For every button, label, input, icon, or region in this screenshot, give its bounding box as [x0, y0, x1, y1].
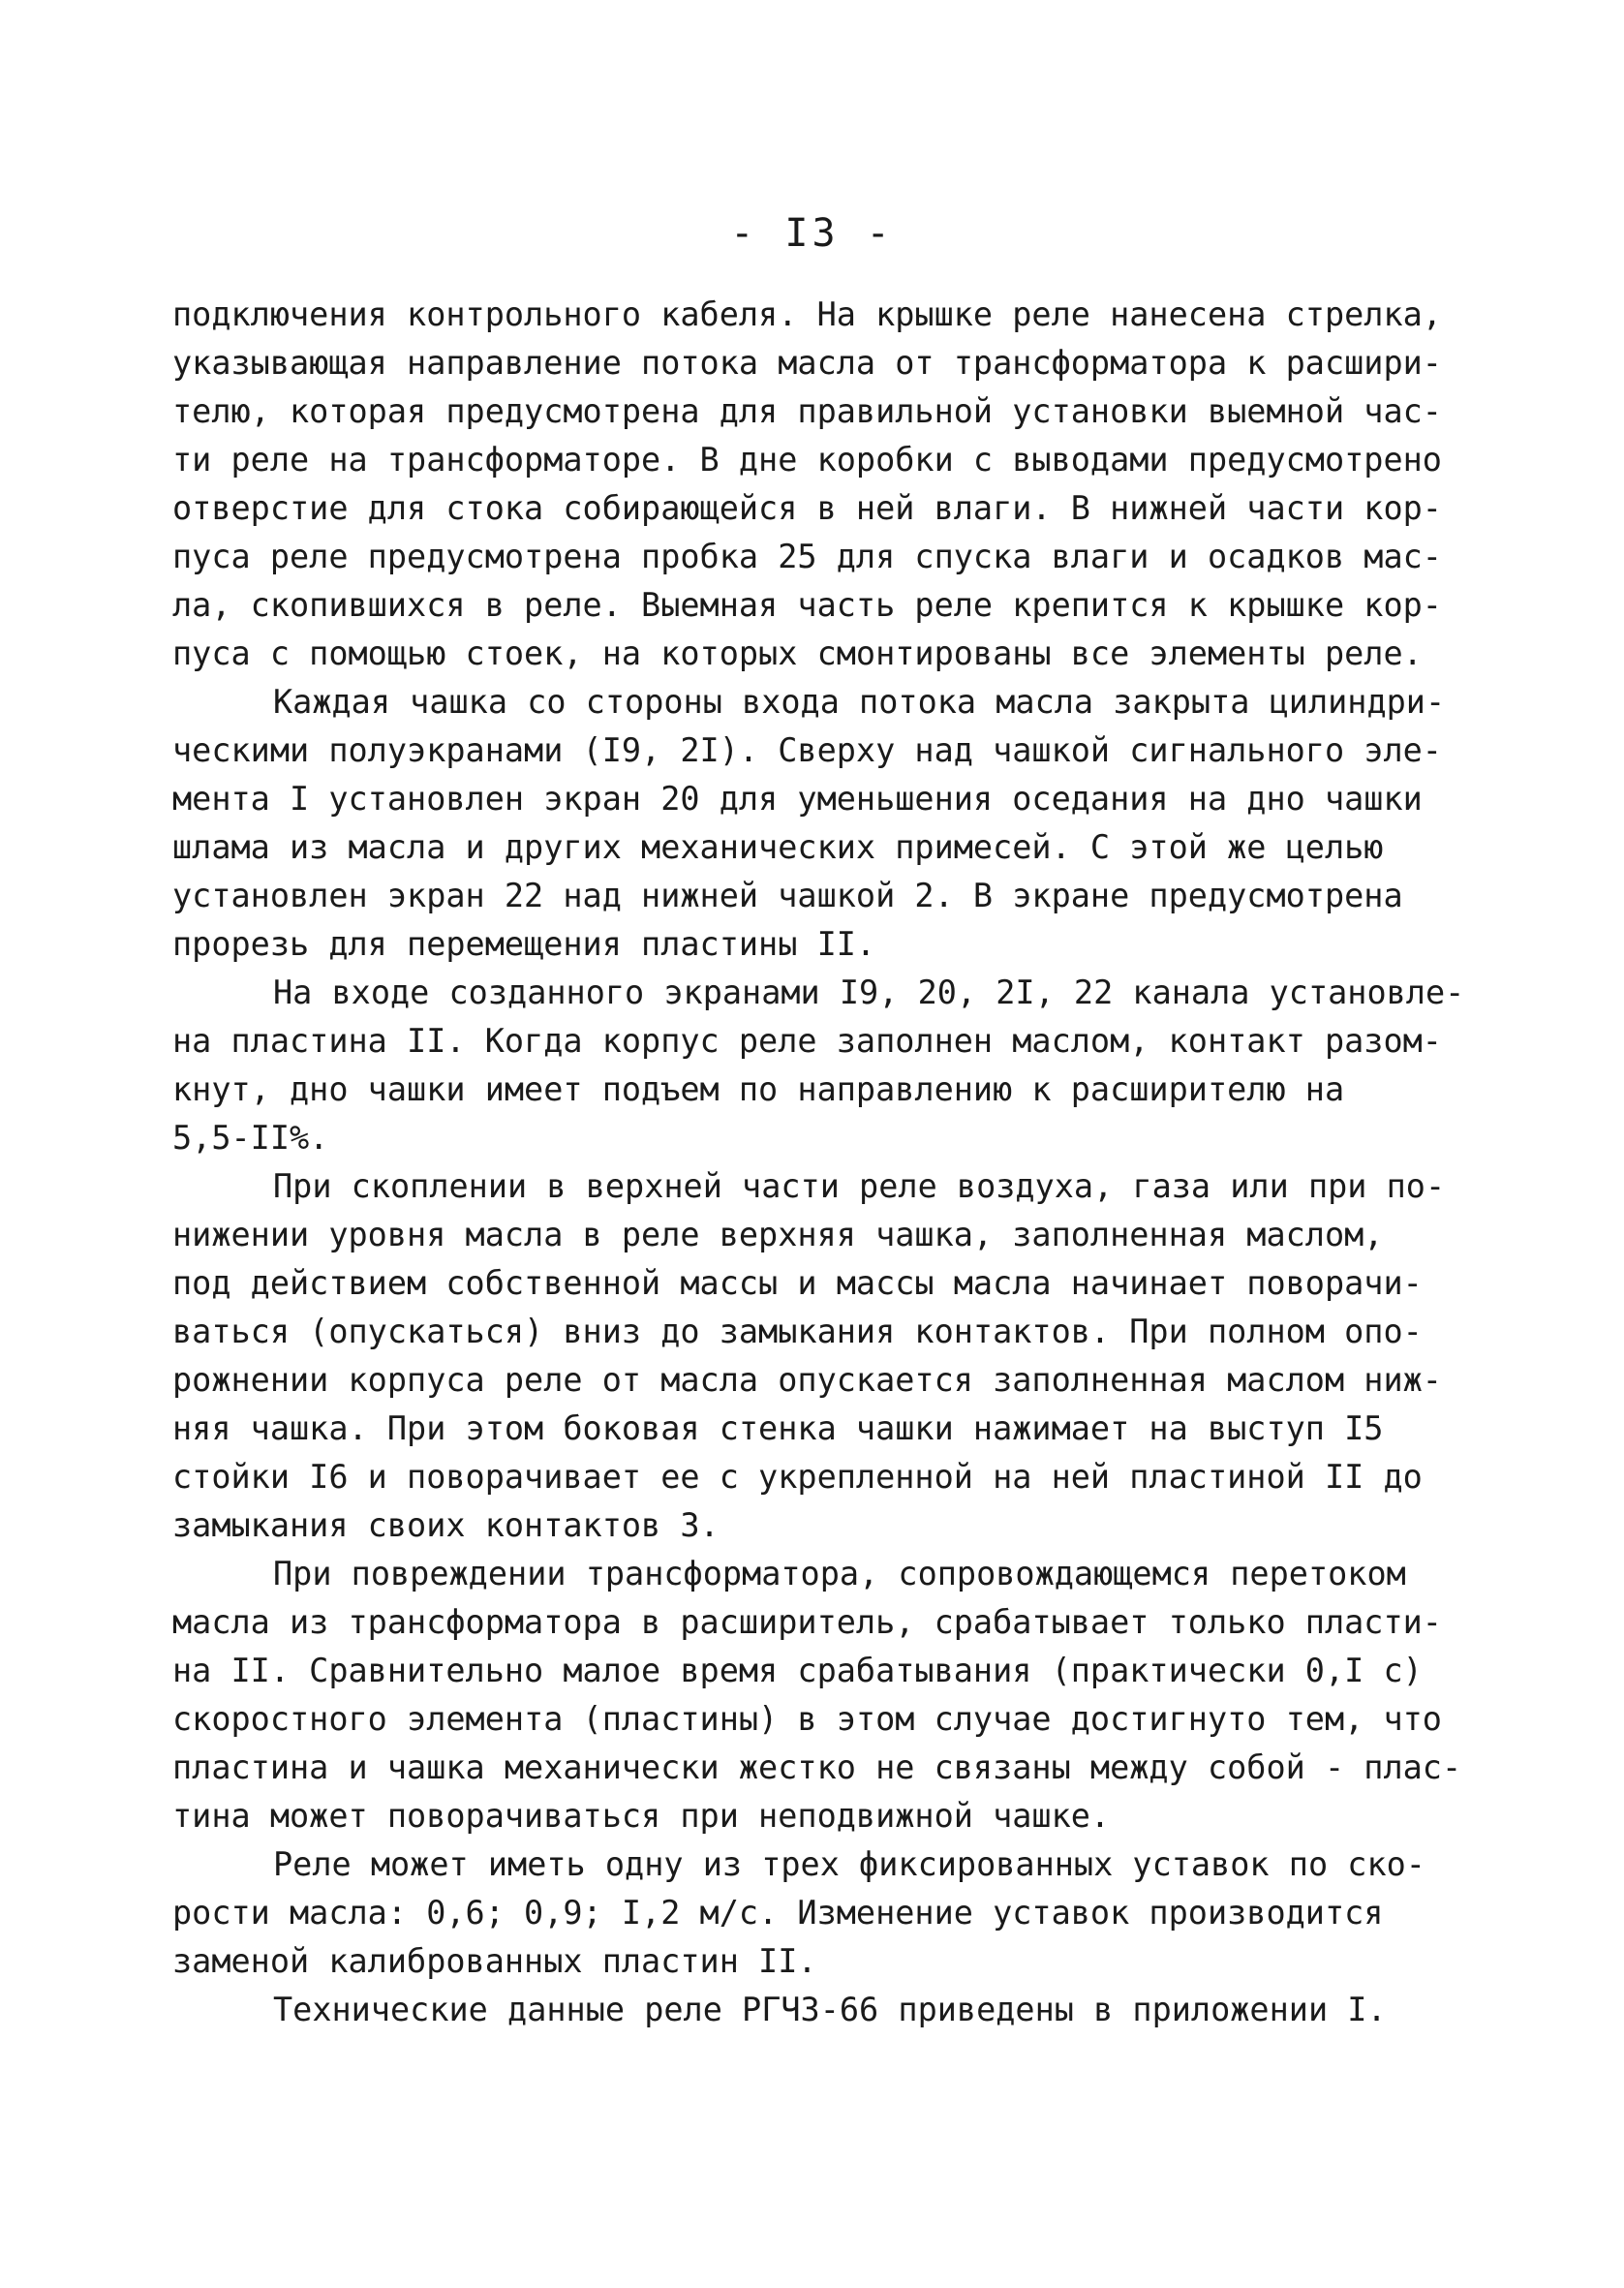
text-line: прорезь для перемещения пластины II.	[172, 925, 876, 963]
text-line: замыкания своих контактов 3.	[172, 1506, 720, 1544]
text-line: ти реле на трансформаторе. В дне коробки с выводами предусмотрено	[172, 441, 1442, 479]
text-line: подключения контрольного кабеля. На крышке реле нанесена стрелка,	[172, 295, 1442, 333]
text-line: скоростного элемента (пластины) в этом случае достигнуто тем, что	[172, 1700, 1442, 1738]
text-line: няя чашка. При этом боковая стенка чашки нажимает на выступ I5	[172, 1409, 1384, 1447]
text-line: пластина и чашка механически жестко не связаны между собой - плас-	[172, 1748, 1462, 1786]
text-line: масла из трансформатора в расширитель, срабатывает только пласти-	[172, 1603, 1442, 1641]
text-line: ческими полуэкранами (I9, 2I). Сверху над чашкой сигнального эле-	[172, 731, 1442, 769]
text-line: отверстие для стока собирающейся в ней влаги. В нижней части кор-	[172, 489, 1442, 527]
text-line: На входе созданного экранами I9, 20, 2I, 22 канала установле-	[273, 974, 1465, 1011]
text-line: При повреждении трансформатора, сопровождающемся перетоком	[273, 1555, 1406, 1592]
text-line: телю, которая предусмотрена для правильной установки выемной час-	[172, 392, 1442, 430]
text-line: Реле может иметь одну из трех фиксированных уставок по ско-	[273, 1845, 1425, 1883]
text-line: пуса реле предусмотрена пробка 25 для спуска влаги и осадков мас-	[172, 538, 1442, 575]
text-line: рости масла: 0,6; 0,9; I,2 м/с. Изменение уставок производится	[172, 1894, 1384, 1932]
text-line: нижении уровня масла в реле верхняя чашка, заполненная маслом,	[172, 1216, 1384, 1253]
text-line: Технические данные реле РГЧЗ-66 приведены в приложении I.	[273, 1991, 1387, 2028]
text-line: рожнении корпуса реле от масла опускается заполненная маслом ниж-	[172, 1361, 1442, 1399]
text-line: установлен экран 22 над нижней чашкой 2. В экране предусмотрена	[172, 877, 1403, 914]
text-line: на пластина II. Когда корпус реле заполнен маслом, контакт разом-	[172, 1022, 1442, 1060]
text-line: на II. Сравнительно малое время срабатывания (практически 0,I с)	[172, 1652, 1423, 1689]
text-line: указывающая направление потока масла от трансформатора к расшири-	[172, 344, 1442, 382]
text-line: пуса с помощью стоек, на которых смонтированы все элементы реле.	[172, 634, 1423, 672]
text-line: кнут, дно чашки имеет подъем по направлению к расширителю на	[172, 1070, 1345, 1108]
text-line: 5,5-II%.	[172, 1119, 329, 1157]
text-line: мента I установлен экран 20 для уменьшения оседания на дно чашки	[172, 780, 1423, 818]
text-line: Каждая чашка со стороны входа потока масла закрыта цилиндри-	[273, 683, 1446, 721]
text-line: стойки I6 и поворачивает ее с укрепленной на ней пластиной II до	[172, 1458, 1423, 1496]
page-number: - I3 -	[730, 211, 894, 256]
text-line: ла, скопившихся в реле. Выемная часть реле крепится к крышке кор-	[172, 586, 1442, 624]
text-line: тина может поворачиваться при неподвижной чашке.	[172, 1797, 1111, 1835]
text-line: под действием собственной массы и массы масла начинает поворачи-	[172, 1264, 1423, 1302]
text-line: При скоплении в верхней части реле воздуха, газа или при по-	[273, 1167, 1446, 1205]
text-line: заменой калиброванных пластин II.	[172, 1942, 817, 1980]
text-line: ваться (опускаться) вниз до замыкания контактов. При полном опо-	[172, 1313, 1423, 1350]
document-body	[172, 291, 1470, 2034]
text-line: шлама из масла и других механических примесей. С этой же целью	[172, 828, 1384, 866]
